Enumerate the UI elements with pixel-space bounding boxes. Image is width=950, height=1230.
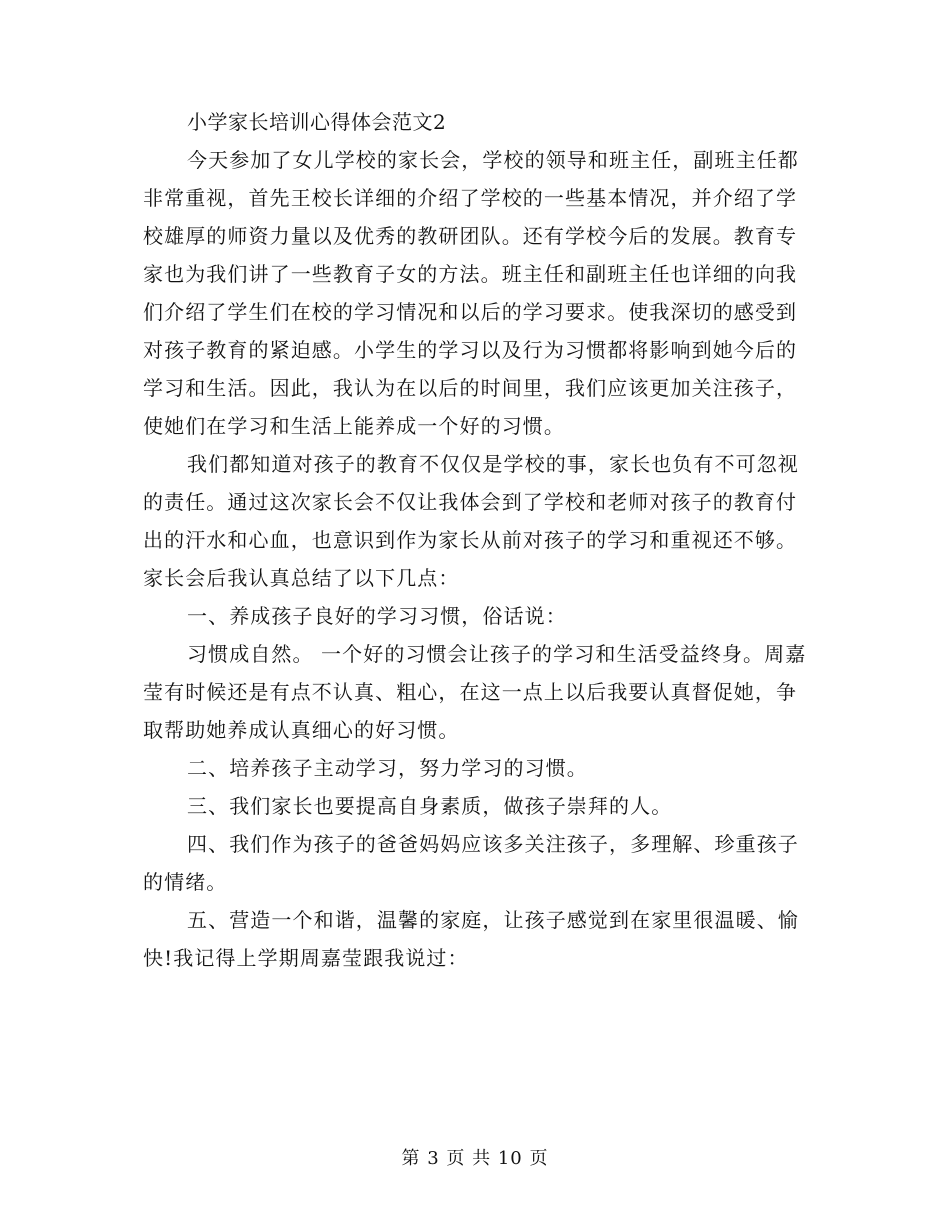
document-title: 小学家长培训心得体会范文2 <box>187 110 447 134</box>
paragraph-3: 一、养成孩子良好的学习习惯，俗话说： <box>187 604 567 628</box>
paragraph-4: 习惯成自然。 一个好的习惯会让孩子的学习和生活受益终身。周嘉莹有时候还是有点不认真、粗心，在这一点上以后我要认真督促她，争取帮助她养成认真细心的好习惯。 <box>143 642 807 742</box>
paragraph-6: 三、我们家长也要提高自身素质，做孩子崇拜的人。 <box>187 794 673 818</box>
page-number-footer: 第 3 页 共 10 页 <box>401 1148 549 1169</box>
paragraph-2: 我们都知道对孩子的教育不仅仅是学校的事，家长也负有不可忽视的责任。通过这次家长会不仅让我体会到了学校和老师对孩子的教育付出的汗水和心血，也意识到作为家长从前对孩子的学习和重视还不够。家长会后我认真总结了以下几点： <box>143 452 799 590</box>
paragraph-5: 二、培养孩子主动学习，努力学习的习惯。 <box>187 756 588 780</box>
paragraph-1: 今天参加了女儿学校的家长会，学校的领导和班主任，副班主任都非常重视，首先王校长详细的介绍了学校的一些基本情况，并介绍了学校雄厚的师资力量以及优秀的教研团队。还有学校今后的发展。教育专家也为我们讲了一些教育子女的方法。班主任和副班主任也详细的向我们介绍了学生们在校的学习情况和以后的学习要求。使我深切的感受到对孩子教育的紧迫感。小学生的学习以及行为习惯都将影响到她今后的学习和生活。因此，我认为在以后的时间里，我们应该更加关注孩子，使她们在学习和生活上能养成一个好的习惯。 <box>143 148 799 438</box>
paragraph-7: 四、我们作为孩子的爸爸妈妈应该多关注孩子，多理解、珍重孩子的情绪。 <box>143 832 799 894</box>
paragraph-8: 五、营造一个和谐，温馨的家庭，让孩子感觉到在家里很温暖、愉快!我记得上学期周嘉莹跟我说过： <box>143 908 799 970</box>
document-body <box>143 103 808 977</box>
